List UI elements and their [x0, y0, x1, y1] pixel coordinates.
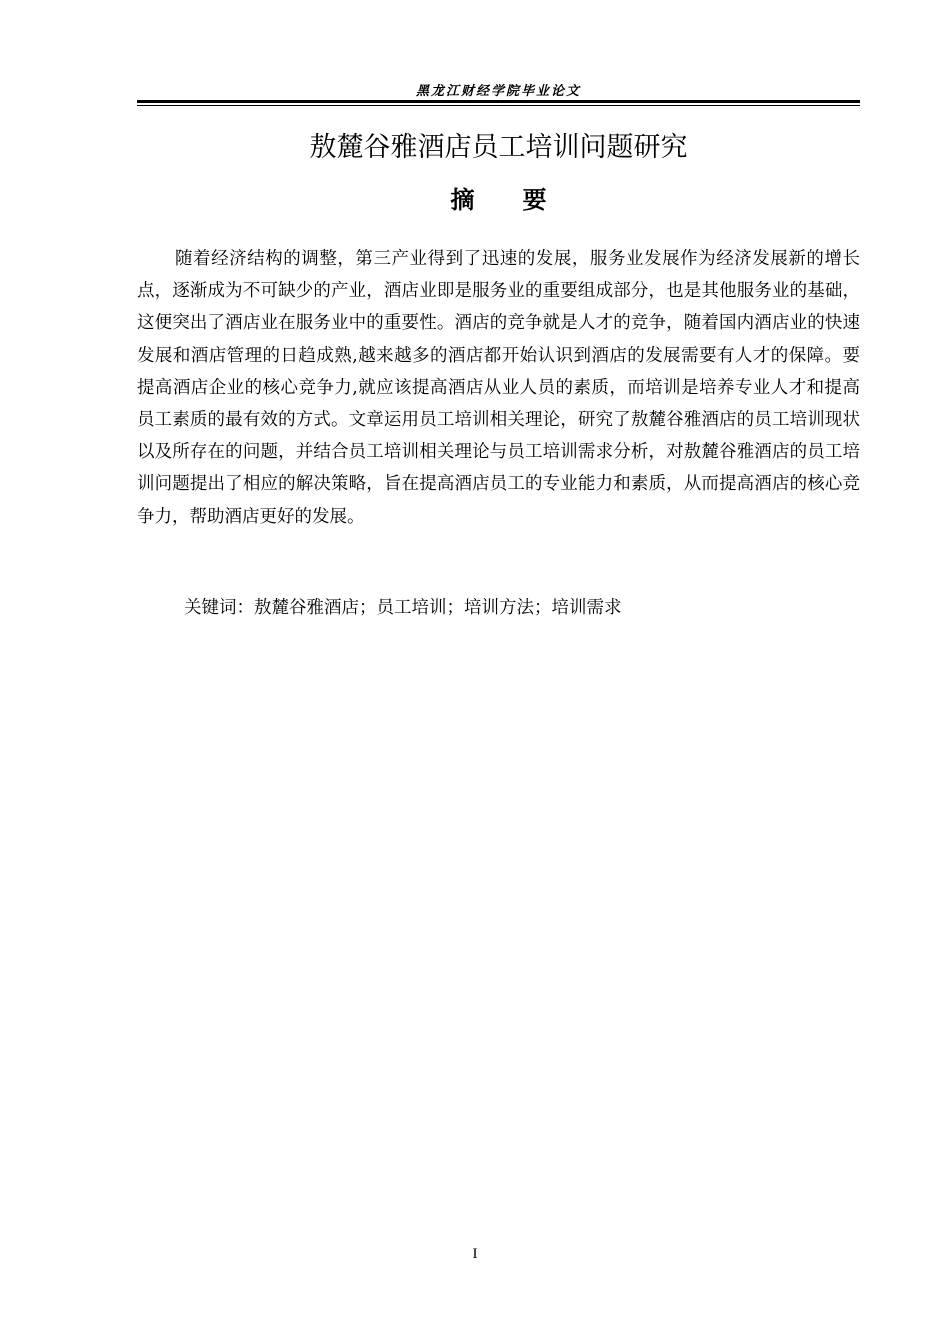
header-rule-thin — [137, 105, 860, 106]
page-header — [137, 78, 860, 106]
page-number: I — [472, 1246, 478, 1262]
header-rule-thick — [137, 100, 860, 103]
abstract-heading: 摘要 — [450, 186, 595, 214]
header-text: 黑龙江财经学院毕业论文 — [415, 84, 581, 99]
keywords-label: 关键词： — [184, 598, 254, 618]
keywords-value: 敖麓谷雅酒店；员工培训；培训方法；培训需求 — [254, 598, 622, 618]
keywords-line — [184, 594, 860, 622]
paper-title: 敖麓谷雅酒店员工培训问题研究 — [309, 132, 688, 163]
abstract-body: 随着经济结构的调整，第三产业得到了迅速的发展，服务业发展作为经济发展新的增长点，逐渐成为不可缺少的产业，酒店业即是服务业的重要组成部分，也是其他服务业的基础，这便突出了酒店业在服务业中的重要性。酒店的竞争就是人才的竞争，随着国内酒店业的快速发展和酒店管理的日趋成熟,越来越多的酒店都开始认识到酒店的发展需要有人才的保障。要提高酒店企业的核心竞争力,就应该提高酒店从业人员的素质，而培训是培养专业人才和提高员工素质的最有效的方式。文章运用员工培训相关理论，研究了敖麓谷雅酒店的员工培训现状以及所存在的问题，并结合员工培训相关理论与员工培训需求分析，对敖麓谷雅酒店的员工培训问题提出了相应的解决策略，旨在提高酒店员工的专业能力和素质，从而提高酒店的核心竞争力，帮助酒店更好的发展。 — [137, 249, 860, 527]
